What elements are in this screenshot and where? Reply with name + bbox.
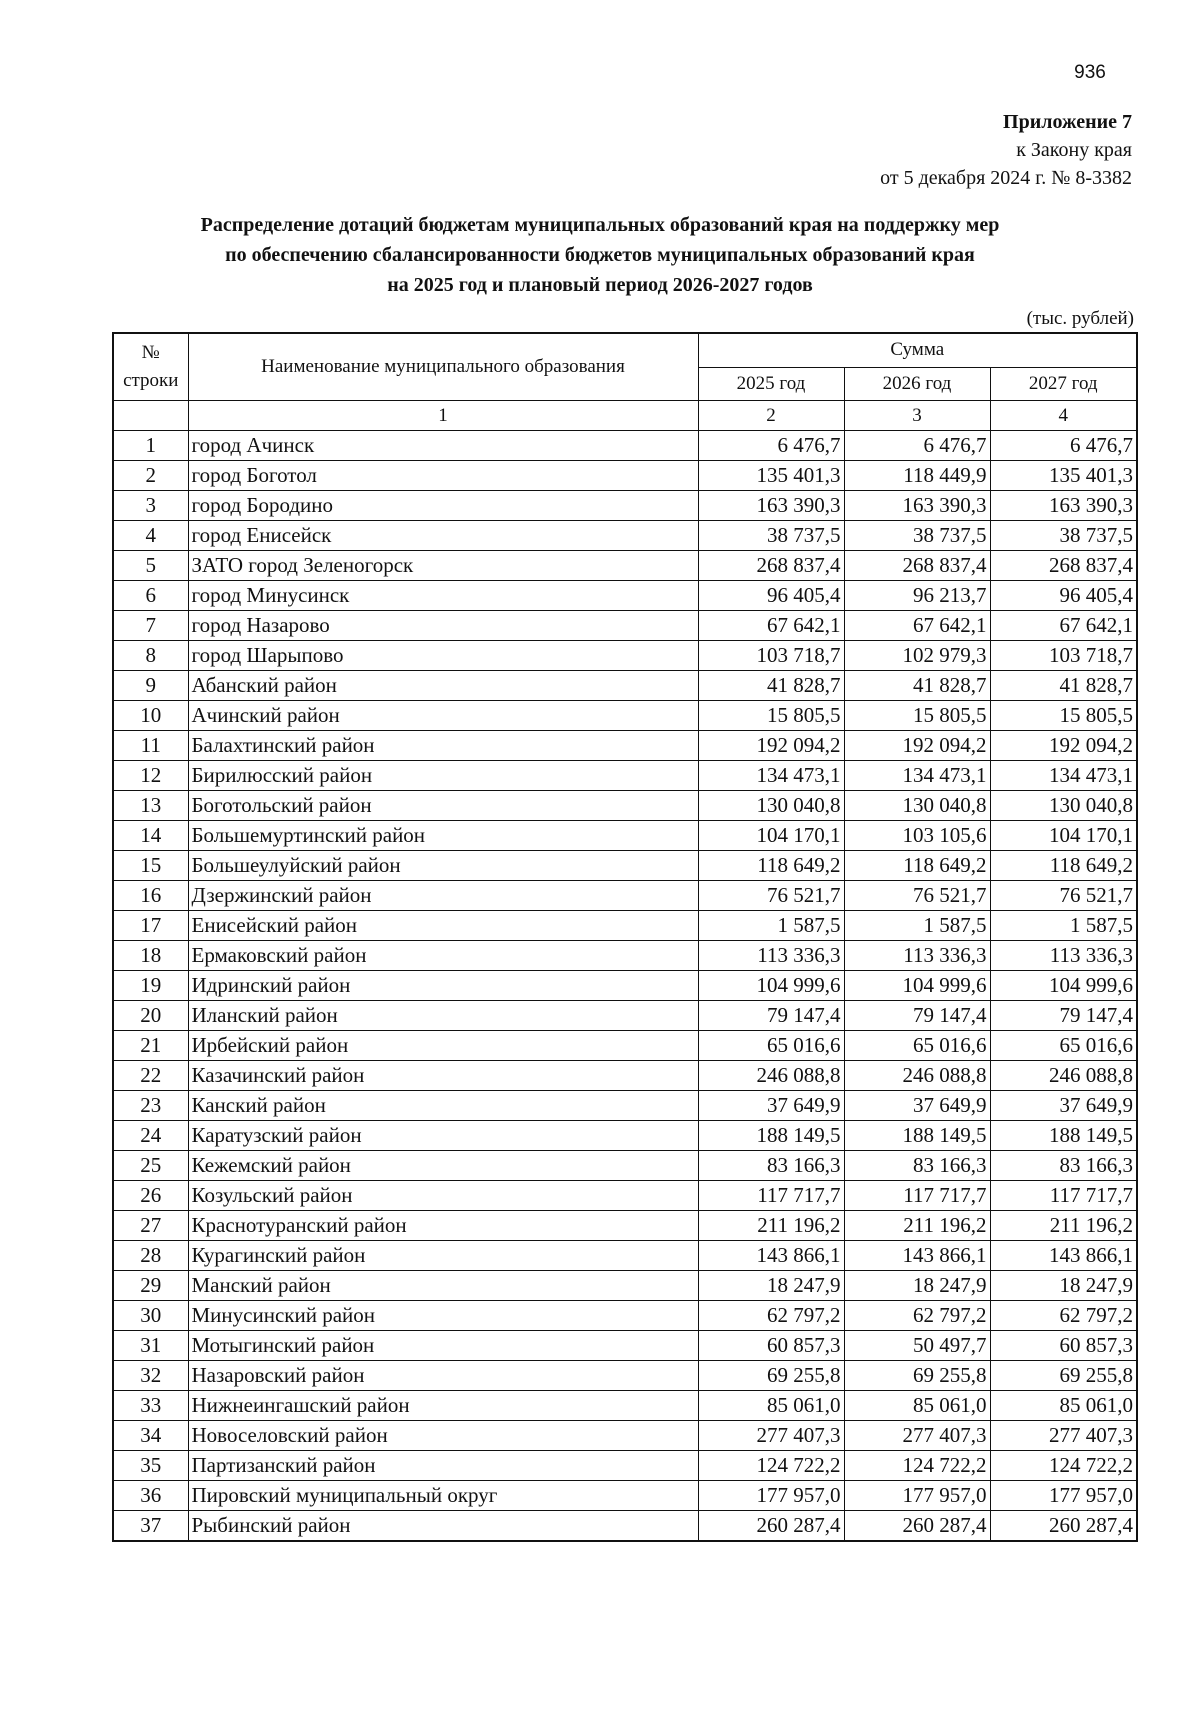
amount-2027-cell: 104 999,6 [990,971,1137,1001]
row-number-cell: 5 [113,551,188,581]
table-row [113,1091,1137,1121]
row-number-cell: 9 [113,671,188,701]
column-index: 3 [844,401,990,431]
amount-2026-cell: 246 088,8 [844,1061,990,1091]
sum-header: Сумма [698,333,1137,367]
amount-2027-cell: 118 649,2 [990,851,1137,881]
amount-2025-cell: 134 473,1 [698,761,844,791]
table-row [113,551,1137,581]
row-number-cell: 26 [113,1181,188,1211]
amount-2026-cell: 41 828,7 [844,671,990,701]
row-number-cell: 22 [113,1061,188,1091]
amount-2025-cell: 69 255,8 [698,1361,844,1391]
table-row [113,1001,1137,1031]
municipality-name-cell: Курагинский район [188,1241,698,1271]
amount-2026-cell: 163 390,3 [844,491,990,521]
municipality-name-cell: Козульский район [188,1181,698,1211]
municipality-name-cell: Кежемский район [188,1151,698,1181]
amount-2025-cell: 268 837,4 [698,551,844,581]
amount-2026-cell: 1 587,5 [844,911,990,941]
amount-2025-cell: 62 797,2 [698,1301,844,1331]
amount-2027-cell: 41 828,7 [990,671,1137,701]
amount-2027-cell: 124 722,2 [990,1451,1137,1481]
table-row [113,881,1137,911]
amount-2026-cell: 118 449,9 [844,461,990,491]
municipality-name-cell: город Боготол [188,461,698,491]
table-row [113,971,1137,1001]
table-body [113,431,1137,1542]
row-number-cell: 13 [113,791,188,821]
title-line: по обеспечению сбалансированности бюджетов муниципальных образований края [225,244,975,266]
amount-2026-cell: 124 722,2 [844,1451,990,1481]
amount-2027-cell: 163 390,3 [990,491,1137,521]
amount-2026-cell: 268 837,4 [844,551,990,581]
municipality-name-cell: Идринский район [188,971,698,1001]
header-row [113,333,1137,367]
amount-2025-cell: 18 247,9 [698,1271,844,1301]
table-row [113,761,1137,791]
amount-2026-cell: 113 336,3 [844,941,990,971]
amount-2025-cell: 6 476,7 [698,431,844,461]
table-row [113,1331,1137,1361]
row-number-cell: 31 [113,1331,188,1361]
municipality-name-cell: город Бородино [188,491,698,521]
amount-2027-cell: 79 147,4 [990,1001,1137,1031]
amount-2025-cell: 96 405,4 [698,581,844,611]
column-index [113,401,188,431]
column-index-row [113,401,1137,431]
amount-2026-cell: 102 979,3 [844,641,990,671]
municipality-name-cell: город Ачинск [188,431,698,461]
title-line: на 2025 год и плановый период 2026-2027 годов [387,274,813,296]
amount-2027-cell: 96 405,4 [990,581,1137,611]
row-number-cell: 1 [113,431,188,461]
municipality-name-cell: Мотыгинский район [188,1331,698,1361]
amount-2025-cell: 60 857,3 [698,1331,844,1361]
row-number-cell: 30 [113,1301,188,1331]
row-number-cell: 23 [113,1091,188,1121]
amount-2027-cell: 103 718,7 [990,641,1137,671]
table-row [113,431,1137,461]
table-row [113,1121,1137,1151]
units-label: (тыс. рублей) [1026,308,1134,329]
amount-2025-cell: 177 957,0 [698,1481,844,1511]
table-row [113,1211,1137,1241]
amount-2026-cell: 192 094,2 [844,731,990,761]
amount-2025-cell: 76 521,7 [698,881,844,911]
row-number-cell: 7 [113,611,188,641]
row-number-cell: 3 [113,491,188,521]
amount-2027-cell: 69 255,8 [990,1361,1137,1391]
amount-2026-cell: 188 149,5 [844,1121,990,1151]
amount-2027-cell: 104 170,1 [990,821,1137,851]
amount-2027-cell: 85 061,0 [990,1391,1137,1421]
amount-2025-cell: 135 401,3 [698,461,844,491]
amount-2025-cell: 117 717,7 [698,1181,844,1211]
amount-2027-cell: 277 407,3 [990,1421,1137,1451]
table-row [113,1361,1137,1391]
amount-2025-cell: 277 407,3 [698,1421,844,1451]
municipality-name-cell: Партизанский район [188,1451,698,1481]
row-number-cell: 29 [113,1271,188,1301]
table-row [113,731,1137,761]
amount-2027-cell: 188 149,5 [990,1121,1137,1151]
table-row [113,1301,1137,1331]
municipality-name-cell: Канский район [188,1091,698,1121]
row-number-cell: 33 [113,1391,188,1421]
municipality-name-cell: Абанский район [188,671,698,701]
municipality-name-cell: Боготольский район [188,791,698,821]
table-row [113,1451,1137,1481]
row-number-cell: 37 [113,1511,188,1542]
row-number-cell: 25 [113,1151,188,1181]
row-number-cell: 27 [113,1211,188,1241]
amount-2026-cell: 69 255,8 [844,1361,990,1391]
amount-2025-cell: 37 649,9 [698,1091,844,1121]
year-2025-header: 2025 год [698,367,844,400]
table-row [113,851,1137,881]
column-index: 1 [188,401,698,431]
table-row [113,701,1137,731]
row-number-cell: 32 [113,1361,188,1391]
row-number-cell: 19 [113,971,188,1001]
amount-2027-cell: 37 649,9 [990,1091,1137,1121]
amount-2025-cell: 38 737,5 [698,521,844,551]
table-row [113,1271,1137,1301]
row-number-cell: 28 [113,1241,188,1271]
row-number-cell: 34 [113,1421,188,1451]
amount-2026-cell: 96 213,7 [844,581,990,611]
municipality-name-cell: Балахтинский район [188,731,698,761]
row-number-cell: 36 [113,1481,188,1511]
amount-2026-cell: 37 649,9 [844,1091,990,1121]
page-number: 936 [1074,62,1106,83]
amount-2026-cell: 143 866,1 [844,1241,990,1271]
municipality-name-cell: Дзержинский район [188,881,698,911]
amount-2026-cell: 177 957,0 [844,1481,990,1511]
municipality-name-cell: Ермаковский район [188,941,698,971]
amount-2026-cell: 211 196,2 [844,1211,990,1241]
municipality-name-cell: Бирилюсский район [188,761,698,791]
amount-2027-cell: 177 957,0 [990,1481,1137,1511]
amount-2027-cell: 135 401,3 [990,461,1137,491]
amount-2027-cell: 65 016,6 [990,1031,1137,1061]
table-row [113,611,1137,641]
municipality-name-cell: Пировский муниципальный округ [188,1481,698,1511]
amount-2026-cell: 6 476,7 [844,431,990,461]
municipality-name-cell: Иланский район [188,1001,698,1031]
row-number-cell: 16 [113,881,188,911]
amount-2026-cell: 38 737,5 [844,521,990,551]
amount-2027-cell: 130 040,8 [990,791,1137,821]
row-number-cell: 14 [113,821,188,851]
amount-2025-cell: 67 642,1 [698,611,844,641]
appendix-block [880,108,1132,192]
amount-2027-cell: 260 287,4 [990,1511,1137,1542]
row-number-cell: 2 [113,461,188,491]
appendix-law-line: к Закону края [1016,139,1132,161]
row-number-cell: 8 [113,641,188,671]
row-number-header: № строки [113,333,188,401]
municipality-name-cell: Назаровский район [188,1361,698,1391]
table-row [113,1481,1137,1511]
municipality-name-cell: ЗАТО город Зеленогорск [188,551,698,581]
municipality-name-cell: Ачинский район [188,701,698,731]
amount-2026-cell: 18 247,9 [844,1271,990,1301]
municipality-name-cell: Краснотуранский район [188,1211,698,1241]
municipality-name-cell: город Назарово [188,611,698,641]
municipality-name-cell: Каратузский район [188,1121,698,1151]
row-number-cell: 15 [113,851,188,881]
amount-2026-cell: 134 473,1 [844,761,990,791]
year-2027-header: 2027 год [990,367,1137,400]
year-2026-header: 2026 год [844,367,990,400]
column-index: 2 [698,401,844,431]
amount-2027-cell: 134 473,1 [990,761,1137,791]
amount-2026-cell: 117 717,7 [844,1181,990,1211]
amount-2027-cell: 192 094,2 [990,731,1137,761]
amount-2025-cell: 130 040,8 [698,791,844,821]
table-row [113,941,1137,971]
amount-2027-cell: 67 642,1 [990,611,1137,641]
amount-2025-cell: 79 147,4 [698,1001,844,1031]
municipality-name-cell: Казачинский район [188,1061,698,1091]
subsidies-table [112,332,1138,1542]
amount-2026-cell: 65 016,6 [844,1031,990,1061]
amount-2027-cell: 117 717,7 [990,1181,1137,1211]
amount-2025-cell: 104 170,1 [698,821,844,851]
amount-2026-cell: 85 061,0 [844,1391,990,1421]
municipality-name-cell: Манский район [188,1271,698,1301]
amount-2027-cell: 1 587,5 [990,911,1137,941]
municipality-name-cell: город Енисейск [188,521,698,551]
amount-2025-cell: 15 805,5 [698,701,844,731]
amount-2025-cell: 260 287,4 [698,1511,844,1542]
table-row [113,581,1137,611]
amount-2025-cell: 85 061,0 [698,1391,844,1421]
table-row [113,1511,1137,1542]
municipality-name-cell: Новоселовский район [188,1421,698,1451]
amount-2027-cell: 62 797,2 [990,1301,1137,1331]
row-number-cell: 18 [113,941,188,971]
amount-2027-cell: 76 521,7 [990,881,1137,911]
amount-2026-cell: 76 521,7 [844,881,990,911]
row-number-cell: 11 [113,731,188,761]
table-row [113,1061,1137,1091]
table-row [113,491,1137,521]
amount-2026-cell: 79 147,4 [844,1001,990,1031]
amount-2026-cell: 118 649,2 [844,851,990,881]
appendix-date-line: от 5 декабря 2024 г. № 8-3382 [880,167,1132,189]
municipality-name-cell: Енисейский район [188,911,698,941]
amount-2025-cell: 246 088,8 [698,1061,844,1091]
amount-2025-cell: 103 718,7 [698,641,844,671]
amount-2025-cell: 104 999,6 [698,971,844,1001]
table-row [113,821,1137,851]
municipality-name-cell: город Шарыпово [188,641,698,671]
amount-2025-cell: 192 094,2 [698,731,844,761]
table-row [113,1391,1137,1421]
amount-2027-cell: 268 837,4 [990,551,1137,581]
amount-2025-cell: 41 828,7 [698,671,844,701]
amount-2026-cell: 83 166,3 [844,1151,990,1181]
amount-2026-cell: 277 407,3 [844,1421,990,1451]
amount-2025-cell: 163 390,3 [698,491,844,521]
amount-2027-cell: 211 196,2 [990,1211,1137,1241]
municipality-name-cell: Рыбинский район [188,1511,698,1542]
table-row [113,671,1137,701]
municipality-name-cell: Большемуртинский район [188,821,698,851]
table-row [113,1031,1137,1061]
row-number-cell: 21 [113,1031,188,1061]
amount-2027-cell: 246 088,8 [990,1061,1137,1091]
row-number-cell: 20 [113,1001,188,1031]
amount-2027-cell: 18 247,9 [990,1271,1137,1301]
row-number-cell: 12 [113,761,188,791]
amount-2027-cell: 113 336,3 [990,941,1137,971]
document-title [140,210,1060,300]
amount-2025-cell: 211 196,2 [698,1211,844,1241]
amount-2025-cell: 143 866,1 [698,1241,844,1271]
amount-2027-cell: 6 476,7 [990,431,1137,461]
amount-2025-cell: 188 149,5 [698,1121,844,1151]
table-row [113,1421,1137,1451]
amount-2026-cell: 15 805,5 [844,701,990,731]
amount-2026-cell: 62 797,2 [844,1301,990,1331]
row-number-cell: 24 [113,1121,188,1151]
row-number-cell: 4 [113,521,188,551]
amount-2026-cell: 260 287,4 [844,1511,990,1542]
amount-2025-cell: 118 649,2 [698,851,844,881]
amount-2027-cell: 143 866,1 [990,1241,1137,1271]
amount-2026-cell: 50 497,7 [844,1331,990,1361]
column-index: 4 [990,401,1137,431]
table-row [113,911,1137,941]
appendix-title: Приложение 7 [1003,111,1132,133]
row-number-cell: 10 [113,701,188,731]
municipality-name-cell: Минусинский район [188,1301,698,1331]
table-row [113,641,1137,671]
amount-2025-cell: 83 166,3 [698,1151,844,1181]
municipality-name-cell: Большеулуйский район [188,851,698,881]
amount-2025-cell: 65 016,6 [698,1031,844,1061]
municipality-name-cell: город Минусинск [188,581,698,611]
amount-2026-cell: 67 642,1 [844,611,990,641]
amount-2027-cell: 15 805,5 [990,701,1137,731]
amount-2026-cell: 104 999,6 [844,971,990,1001]
name-header: Наименование муниципального образования [188,333,698,401]
row-number-cell: 6 [113,581,188,611]
table-row [113,521,1137,551]
municipality-name-cell: Нижнеингашский район [188,1391,698,1421]
table-row [113,791,1137,821]
amount-2026-cell: 103 105,6 [844,821,990,851]
municipality-name-cell: Ирбейский район [188,1031,698,1061]
amount-2026-cell: 130 040,8 [844,791,990,821]
title-line: Распределение дотаций бюджетам муниципальных образований края на поддержку мер [200,214,1000,236]
table-row [113,1181,1137,1211]
amount-2025-cell: 1 587,5 [698,911,844,941]
amount-2025-cell: 113 336,3 [698,941,844,971]
amount-2025-cell: 124 722,2 [698,1451,844,1481]
table-row [113,461,1137,491]
row-number-cell: 35 [113,1451,188,1481]
row-number-cell: 17 [113,911,188,941]
amount-2027-cell: 83 166,3 [990,1151,1137,1181]
table-row [113,1151,1137,1181]
amount-2027-cell: 38 737,5 [990,521,1137,551]
amount-2027-cell: 60 857,3 [990,1331,1137,1361]
table-row [113,1241,1137,1271]
